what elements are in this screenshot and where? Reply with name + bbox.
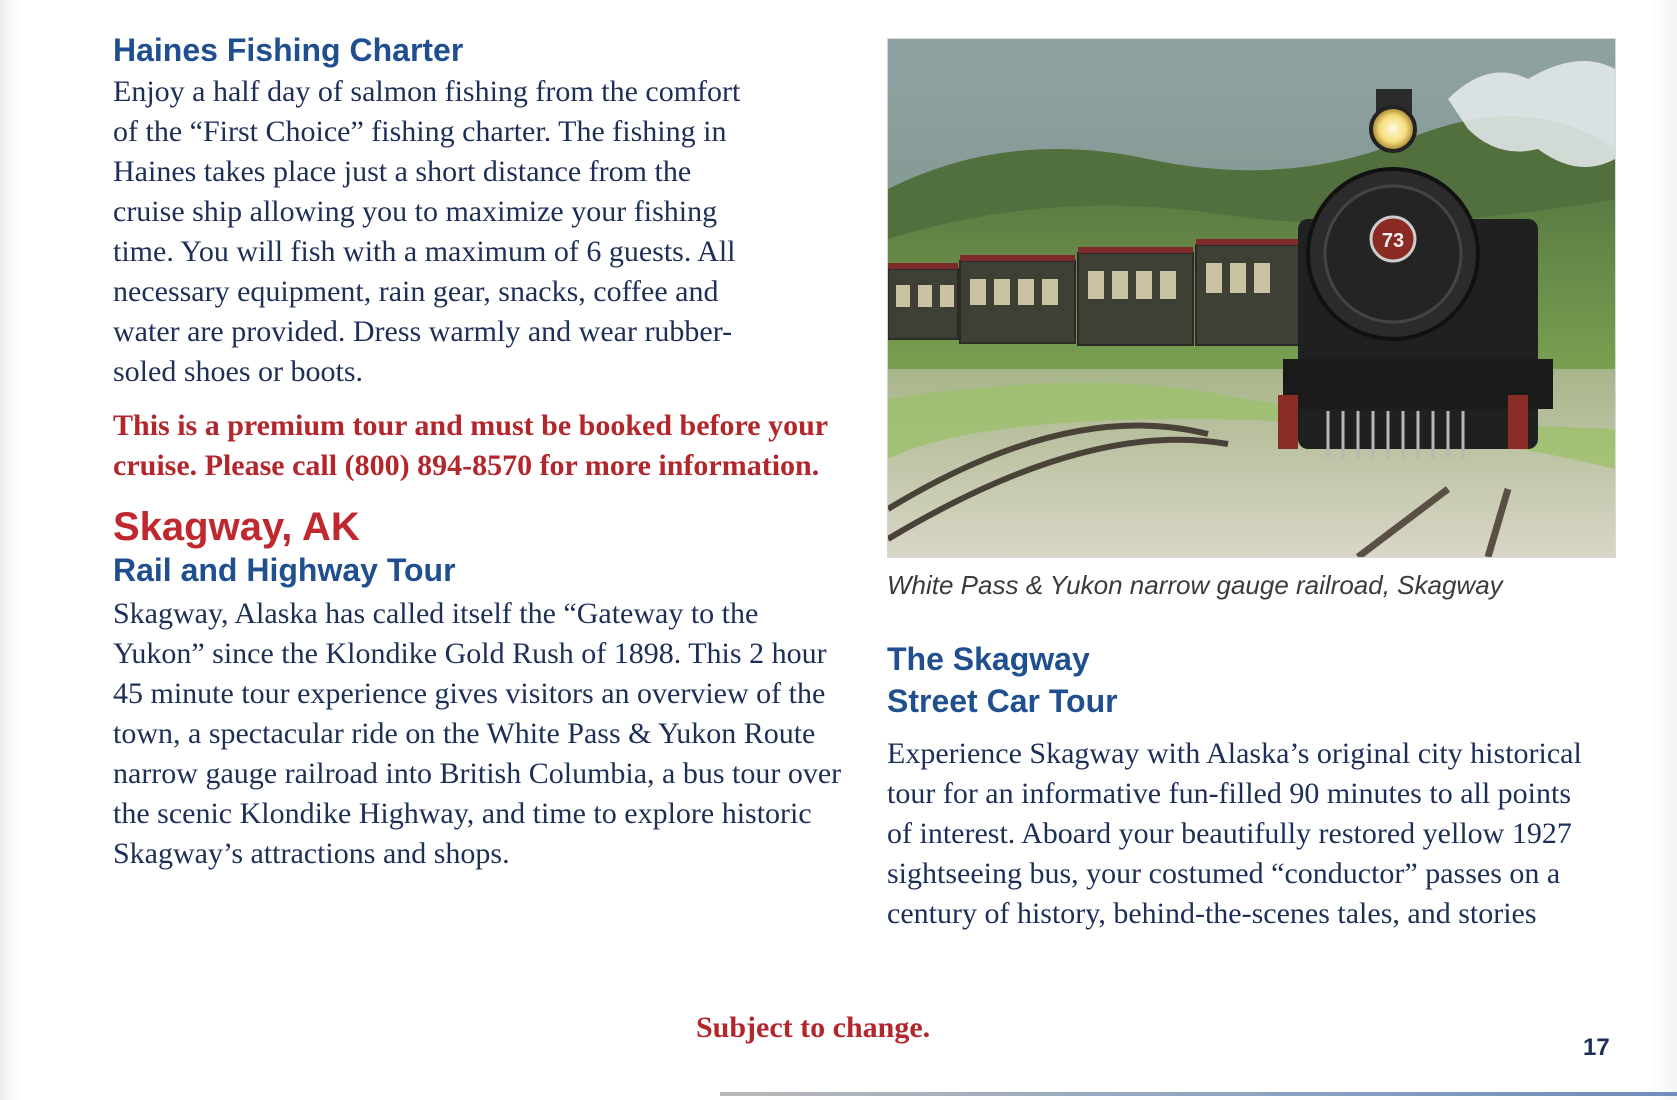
- street-car-tour-heading-line2: Street Car Tour: [887, 683, 1118, 719]
- steam-train-illustration: [888, 39, 1615, 557]
- haines-fishing-charter-heading: Haines Fishing Charter: [113, 32, 464, 68]
- left-column: [113, 30, 843, 874]
- page-number: 17: [1583, 1034, 1610, 1061]
- rail-highway-tour-description: Skagway, Alaska has called itself the “Gateway to the Yukon” since the Klondike Gold Rush of 1898. This 2 hour 45 minute tour experience gives visitors an overview of the town, a spectacular ride on the White Pass & Yukon Route narrow gauge railroad into British Columbia, a bus tour over the scenic Klondike Highway, and time to explore historic Skagway’s attractions and shops.: [113, 597, 842, 870]
- rail-highway-tour-heading: Rail and Highway Tour: [113, 552, 456, 588]
- premium-tour-note: This is a premium tour and must be booked before your cruise. Please call (800) 894-8570 for more information.: [113, 409, 828, 482]
- photo-caption: White Pass & Yukon narrow gauge railroad, Skagway: [887, 570, 1503, 600]
- engine-number: 73: [1381, 230, 1405, 252]
- skagway-port-heading: Skagway, AK: [113, 505, 360, 549]
- haines-fishing-charter-description: Enjoy a half day of salmon fishing from the comfort of the “First Choice” fishing charter. The fishing in Haines takes place just a short distance from the cruise ship allowing you to maximize your fishing time. You will fish with a maximum of 6 guests. All necessary equipment, rain gear, snacks, coffee and water are provided. Dress warmly and wear rubber-soled shoes or boots.: [113, 75, 741, 388]
- street-car-tour-heading: [887, 638, 1617, 722]
- street-car-tour-description: Experience Skagway with Alaska’s original city historical tour for an informative fun-filled 90 minutes to all points of interest. Aboard your beautifully restored yellow 1927 sightseeing bus, your costumed “conductor” passes on a century of history, behind-the-scenes tales, and stories: [887, 737, 1582, 930]
- street-car-tour-heading-line1: The Skagway: [887, 641, 1090, 677]
- train-photo: [887, 38, 1616, 558]
- subject-to-change-note: Subject to change.: [696, 1011, 931, 1044]
- page-edge-strip: [720, 1092, 1677, 1096]
- right-column: [887, 38, 1617, 934]
